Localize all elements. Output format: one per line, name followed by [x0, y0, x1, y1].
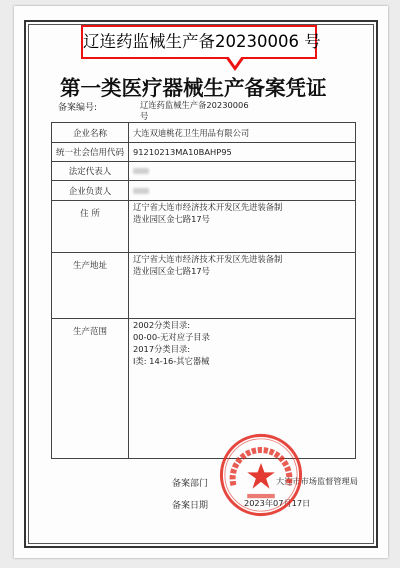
- row-production-scope: [52, 319, 356, 459]
- certificate-info-table: [51, 122, 356, 459]
- row-company: [52, 123, 356, 143]
- production-scope-label: 生产范围: [52, 319, 129, 459]
- residence-value: [129, 201, 356, 253]
- production-address-value: [129, 253, 356, 319]
- row-legal-rep: [52, 162, 356, 181]
- row-production-address: [52, 253, 356, 319]
- row-credit-code: [52, 143, 356, 162]
- company-name-value: 大连双迪桃花卫生用品有限公司: [129, 123, 356, 143]
- principal-value: [129, 181, 356, 201]
- legal-representative-value: [129, 162, 356, 181]
- scope-line: 00-00-无对应子目录: [133, 332, 210, 342]
- filing-date-value: 2023年07月17日: [244, 498, 311, 508]
- production-scope-value: [129, 319, 356, 459]
- residence-line: 造业园区金七路17号: [133, 214, 210, 224]
- scope-line: 2017分类目录:: [133, 344, 191, 354]
- credit-code-value: 91210213MA10BAHP95: [129, 143, 356, 162]
- credit-code-label: 统一社会信用代码: [52, 143, 129, 162]
- callout-pointer-fill: [228, 56, 242, 66]
- scope-line: Ⅰ类: 14-16-其它器械: [133, 356, 210, 366]
- production-address-line: 辽宁省大连市经济技术开发区先进装备制: [133, 254, 283, 264]
- registration-number-value: 辽连药监械生产备20230006号: [140, 100, 249, 121]
- company-name-label: 企业名称: [52, 123, 129, 143]
- production-address-label: 生产地址: [52, 253, 129, 319]
- row-principal: [52, 181, 356, 201]
- legal-representative-label: 法定代表人: [52, 162, 129, 181]
- production-address-line: 造业园区金七路17号: [133, 266, 210, 276]
- scope-line: 2002分类目录:: [133, 320, 191, 330]
- residence-label: 住 所: [52, 201, 129, 253]
- filing-date-label: 备案日期: [172, 501, 209, 511]
- residence-line: 辽宁省大连市经济技术开发区先进装备制: [133, 202, 283, 212]
- redacted-name: [133, 188, 149, 194]
- filing-department-label: 备案部门: [172, 479, 209, 489]
- registration-callout: [81, 25, 321, 59]
- redacted-name: [133, 168, 149, 174]
- row-residence: [52, 201, 356, 253]
- callout-text: 辽连药监械生产备20230006 号: [83, 32, 321, 51]
- filing-department-value: 大连市市场监督管理局: [276, 476, 358, 486]
- registration-number-label: 备案编号:: [58, 103, 98, 113]
- principal-label: 企业负责人: [52, 181, 129, 201]
- certificate-title: 第一类医疗器械生产备案凭证: [60, 76, 327, 100]
